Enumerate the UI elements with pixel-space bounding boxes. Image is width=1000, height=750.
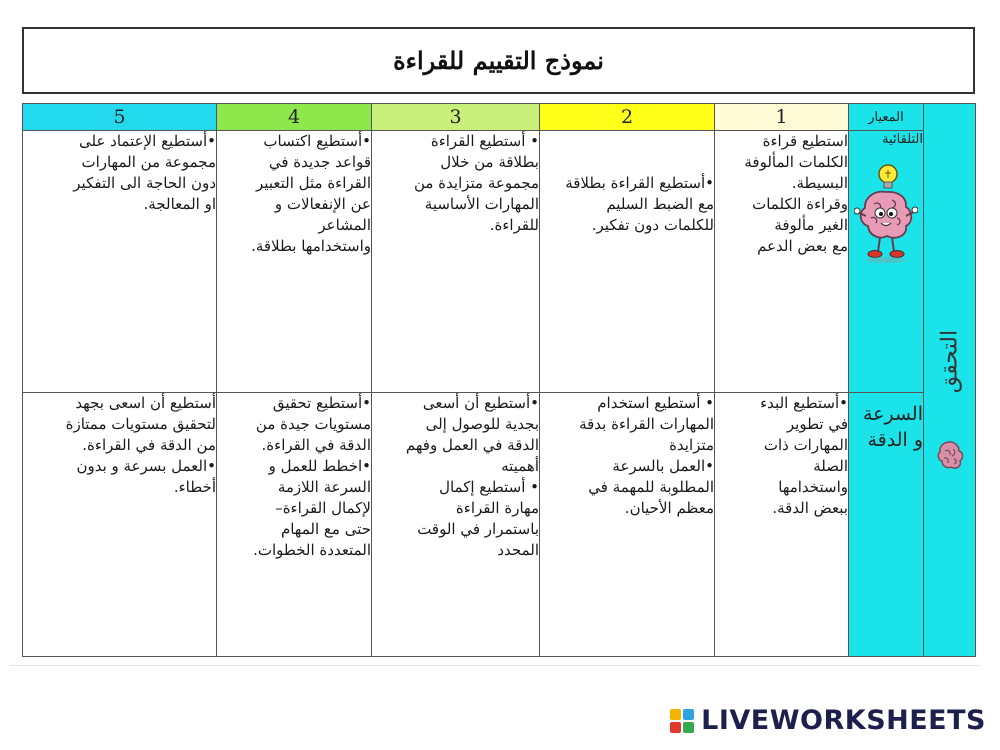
brand-name: LIVEWORKSHEETS [701, 705, 986, 736]
side-label: التحقق [937, 329, 962, 394]
rubric-cell-speed-3: •أستطيع أن أسعى بجدية للوصول إلى الدقة في العمل وفهم أهميته • أستطيع إكمال مهارة القراءة باستمرار في الوقت المحدد [372, 393, 540, 657]
table-row [23, 131, 976, 393]
header-row [23, 104, 976, 131]
criterion-fluency [849, 131, 924, 393]
logo-grid-icon [670, 709, 694, 733]
rubric-cell-fluency-4: •أستطيع اكتساب قواعد جديدة في القراءة مثل التعبير عن الإنفعالات و المشاعر واستخدامها بطلاقة. [217, 131, 372, 393]
criterion-header: المعيار [849, 104, 924, 131]
rubric-cell-fluency-2: •أستطيع القراءة بطلاقة مع الضبط السليم للكلمات دون تفكير. [540, 131, 715, 393]
page-title: نموذج التقييم للقراءة [22, 27, 975, 94]
criterion-speed-accuracy [849, 393, 924, 657]
rubric-cell-fluency-1: استطيع قراءة الكلمات المألوفة البسيطة. وقراءة الكلمات الغير مألوفة مع بعض الدعم [715, 131, 849, 393]
criterion-label: التلقائية [882, 132, 923, 147]
rubric-cell-fluency-5: •أستطيع الإعتماد على مجموعة من المهارات دون الحاجة الى التفكير او المعالجة. [23, 131, 217, 393]
rubric-cell-fluency-3: • أستطيع القراءة بطلاقة من خلال مجموعة متزايدة من المهارات الأساسية للقراءة. [372, 131, 540, 393]
rubric-cell-speed-1: •أستطيع البدء في تطوير المهارات ذات الصلة واستخدامها ببعض الدقة. [715, 393, 849, 657]
rubric-table [22, 103, 976, 657]
level-header-4: 4 [217, 104, 372, 131]
rubric-cell-speed-4: •أستطيع تحقيق مستويات جيدة من الدقة في القراءة. •اخطط للعمل و السرعة اللازمة لإكمال القراءة– حتى مع المهام المتعددة الخطوات. [217, 393, 372, 657]
rubric-cell-speed-5: أستطيع أن اسعى بجهد لتحقيق مستويات ممتازة من الدقة في القراءة. •العمل بسرعة و بدون أخطاء. [23, 393, 217, 657]
brain-lightbulb-icon [849, 156, 923, 286]
level-header-5: 5 [23, 104, 217, 131]
liveworksheets-logo [670, 705, 986, 736]
table-row [23, 393, 976, 657]
rubric-cell-speed-2: • أستطيع استخدام المهارات القراءة بدقة متزايدة •العمل بالسرعة المطلوبة للمهمة في معظم الأحيان. [540, 393, 715, 657]
level-header-2: 2 [540, 104, 715, 131]
brain-icon [935, 439, 965, 477]
level-header-3: 3 [372, 104, 540, 131]
level-header-1: 1 [715, 104, 849, 131]
side-column [924, 104, 976, 657]
criterion-label: السرعة و الدقة [862, 403, 923, 451]
